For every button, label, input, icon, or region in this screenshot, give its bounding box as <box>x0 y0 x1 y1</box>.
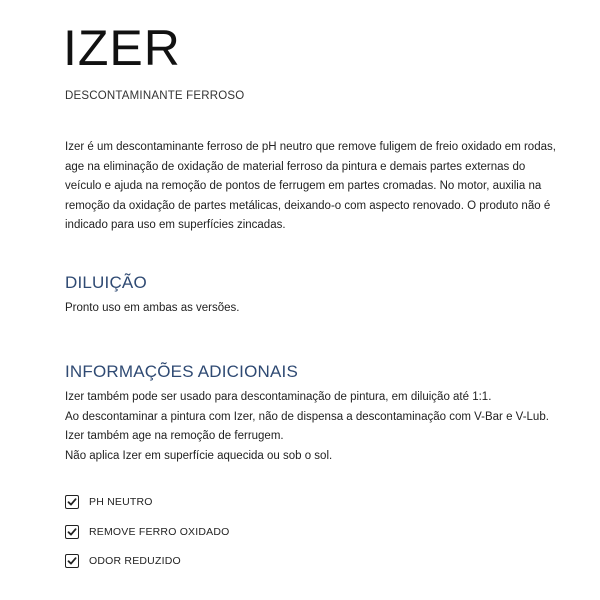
additional-info-heading: INFORMAÇÕES ADICIONAIS <box>65 362 298 381</box>
product-description: Izer é um descontaminante ferroso de pH neutro que remove fuligem de freio oxidado em rodas, age na eliminação de oxidação de material ferroso da pintura e demais partes externas do veículo e ajuda na remoção de pontos de ferrugem em partes cromadas. No motor, auxilia na remoção da oxidação de partes metálicas, deixando-o com aspecto renovado. O produto não é indicado para uso em superfícies zincadas. <box>65 141 556 231</box>
feature-list <box>65 492 560 571</box>
feature-label: PH NEUTRO <box>89 496 153 508</box>
dilution-text: Pronto uso em ambas as versões. <box>65 301 240 314</box>
additional-info-line: Ao descontaminar a pintura com Izer, não de dispensa a descontaminação com V-Bar e V-Lub. <box>65 410 549 423</box>
check-icon <box>65 554 79 568</box>
additional-info-text <box>65 388 555 466</box>
feature-item-ph-neutro <box>65 492 560 512</box>
feature-item-remove-ferro-oxidado <box>65 522 560 542</box>
feature-item-odor-reduzido <box>65 551 560 571</box>
additional-info-line: Não aplica Izer em superfície aquecida ou sob o sol. <box>65 449 333 462</box>
check-icon <box>65 525 79 539</box>
product-title: IZER <box>63 20 181 76</box>
dilution-heading: DILUIÇÃO <box>65 272 147 292</box>
product-subtitle: DESCONTAMINANTE FERROSO <box>65 90 245 102</box>
feature-label: ODOR REDUZIDO <box>89 555 181 567</box>
check-icon <box>65 495 79 509</box>
additional-info-line: Izer também age na remoção de ferrugem. <box>65 430 284 442</box>
feature-label: REMOVE FERRO OXIDADO <box>89 525 230 538</box>
additional-info-line: Izer também pode ser usado para descontaminação de pintura, em diluição até 1:1. <box>65 391 492 403</box>
